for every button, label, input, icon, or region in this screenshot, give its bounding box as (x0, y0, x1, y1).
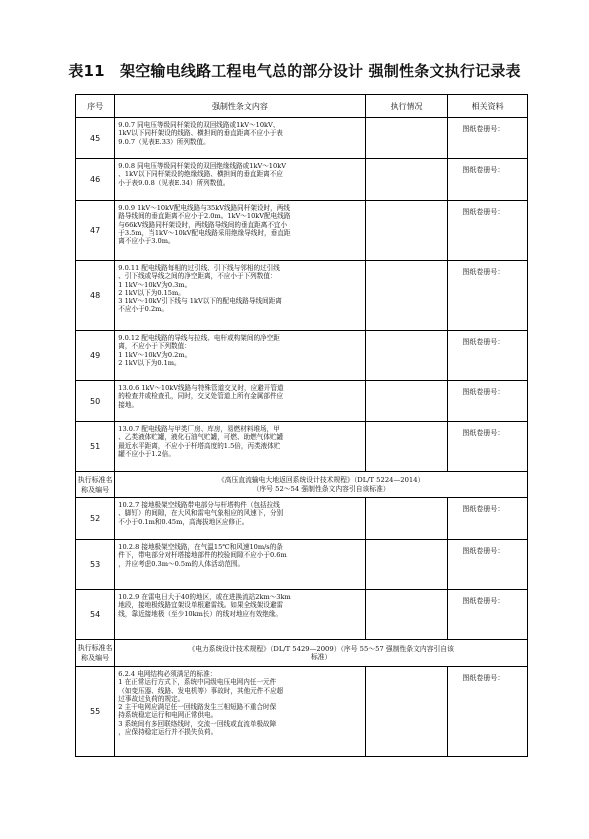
row-content: 6.2.4 电网结构必须满足的标准： 1 在正常运行方式下，系统中同级电压电网内任一元件 （如变压器、线路、发电机等）事故时，其他元件不应超 过事故过负荷的规定。 2 主干电网应满足任一回线路发生三相短路不重合时保 持系统稳定运行和电网正常供电。 3 系统间有多回联络线时，交流一回线或直流单极故障 ，应保持稳定运行并不损失负荷。 (115, 667, 365, 757)
row-exec[interactable] (365, 498, 448, 540)
table-row (76, 261, 528, 331)
row-content: 9.0.8 同电压等级同杆架设的双回绝缘线路或1kV～10kV 、1kV以下同杆架设的绝缘线路、横担间的垂直距离不应 小于表9.0.8（见表E.34）所列数值。 (115, 159, 365, 201)
row-ref: 图纸卷册号： (448, 261, 528, 331)
row-ref: 图纸卷册号： (448, 201, 528, 261)
row-ref: 图纸卷册号： (448, 540, 528, 590)
standard-row (76, 472, 528, 498)
table-row (76, 201, 528, 261)
row-num: 53 (76, 540, 115, 590)
row-content: 10.2.8 接地极架空线路，在气温15℃和风速10m/s的条 件下，带电部分对杆塔接地部件的校验间隙不应小于0.6m ，并应考虑0.3m～0.5m的人体活动范围。 (115, 540, 365, 590)
row-num: 54 (76, 590, 115, 640)
row-ref: 图纸卷册号： (448, 590, 528, 640)
header-num: 序号 (76, 95, 115, 118)
row-ref: 图纸卷册号： (448, 667, 528, 757)
table-row (76, 159, 528, 201)
row-exec[interactable] (365, 159, 448, 201)
row-num: 45 (76, 118, 115, 159)
row-ref: 图纸卷册号： (448, 498, 528, 540)
table-row (76, 118, 528, 159)
page-title: 表11 架空输电线路工程电气总的部分设计 强制性条文执行记录表 (68, 62, 521, 80)
standard-text: 《高压直流输电大地返回系统设计技术规程》（DL/T 5224—2014） （序号 52～54 强制性条文内容引自该标准） (115, 472, 528, 498)
row-content: 9.0.12 配电线路的导线与拉线、电杆或构架间的净空距 离，不应小于下列数值： 1 1kV～10kV为0.2m。 2 1kV以下为0.1m。 (115, 331, 365, 381)
table-row (76, 381, 528, 422)
row-num: 47 (76, 201, 115, 261)
row-exec[interactable] (365, 667, 448, 757)
row-content: 10.2.9 在雷电日大于40的地区，或在进换流站2km～3km 地段，接地极线路宜架设单根避雷线。如果全线架设避雷 线，靠近接地极（至少10km长）的线对地应有效绝缘。 (115, 590, 365, 640)
row-exec[interactable] (365, 331, 448, 381)
standard-row (76, 640, 528, 667)
table-row (76, 331, 528, 381)
row-exec[interactable] (365, 590, 448, 640)
standard-label: 执行标准名称及编号 (76, 640, 115, 667)
row-content: 9.0.9 1kV～10kV配电线路与35kV线路同杆架设时，两线 路导线间的垂直距离不应小于2.0m。1kV～10kV配电线路 与66kV线路同杆架设时，两线路导线间的垂直距离不宜小 于3.5m，当1kV～10kV配电线路采用绝缘导线时，垂直距 离不应小于3.0m。 (115, 201, 365, 261)
header-exec: 执行情况 (365, 95, 448, 118)
table-row (76, 590, 528, 640)
row-num: 48 (76, 261, 115, 331)
row-exec[interactable] (365, 118, 448, 159)
row-exec[interactable] (365, 261, 448, 331)
row-ref: 图纸卷册号： (448, 331, 528, 381)
row-num: 52 (76, 498, 115, 540)
row-content: 10.2.7 接地极架空线路带电部分与杆塔构件（包括拉线 、脚钉）的间隙，在大风和雷电气象相应的风速下，分别 不小于0.1m和0.45m，高海拔地区应修正。 (115, 498, 365, 540)
row-num: 55 (76, 667, 115, 757)
row-exec[interactable] (365, 422, 448, 472)
row-content: 9.0.11 配电线路每相的过引线、引下线与邻相的过引线 、引下线或导线之间的净空距离，不应小于下列数值： 1 1kV～10kV为0.3m。 2 1kV以下为0.15m。 3 1kV～10kV引下线与 1kV以下的配电线路导线间距离 不应小于0.2m。 (115, 261, 365, 331)
table-row (76, 498, 528, 540)
table-row (76, 540, 528, 590)
row-content: 9.0.7 同电压等级同杆架设的双回线路或1kV～10kV、 1kV以下同杆架设的线路、横担间的垂直距离不应小于表 9.0.7（见表E.33）所列数值。 (115, 118, 365, 159)
header-ref: 相关资料 (448, 95, 528, 118)
row-num: 50 (76, 381, 115, 422)
row-content: 13.0.7 配电线路与甲类厂房、库房，易燃材料堆场，甲 、乙类液体贮罐，液化石油气贮罐，可燃、助燃气体贮罐 最近水平距离，不应小于杆塔高度的1.5倍，丙类液体贮 罐不应小于1.2倍。 (115, 422, 365, 472)
row-exec[interactable] (365, 381, 448, 422)
record-table (75, 94, 528, 757)
header-row (76, 95, 528, 118)
row-exec[interactable] (365, 201, 448, 261)
row-ref: 图纸卷册号： (448, 118, 528, 159)
row-ref: 图纸卷册号： (448, 159, 528, 201)
row-exec[interactable] (365, 540, 448, 590)
row-num: 51 (76, 422, 115, 472)
row-content: 13.0.6 1kV～10kV线路与特殊管道交叉时，应避开管道 的检查井或检查孔，同时，交叉处管道上所有金属部件应 接地。 (115, 381, 365, 422)
row-ref: 图纸卷册号： (448, 422, 528, 472)
row-ref: 图纸卷册号： (448, 381, 528, 422)
standard-label: 执行标准名称及编号 (76, 472, 115, 498)
table-row (76, 422, 528, 472)
standard-text: 《电力系统设计技术规程》（DL/T 5429—2009）（序号 55～57 强制性条文内容引自该 标准） (115, 640, 528, 667)
row-num: 46 (76, 159, 115, 201)
header-content: 强制性条文内容 (115, 95, 365, 118)
table-row (76, 667, 528, 757)
row-num: 49 (76, 331, 115, 381)
